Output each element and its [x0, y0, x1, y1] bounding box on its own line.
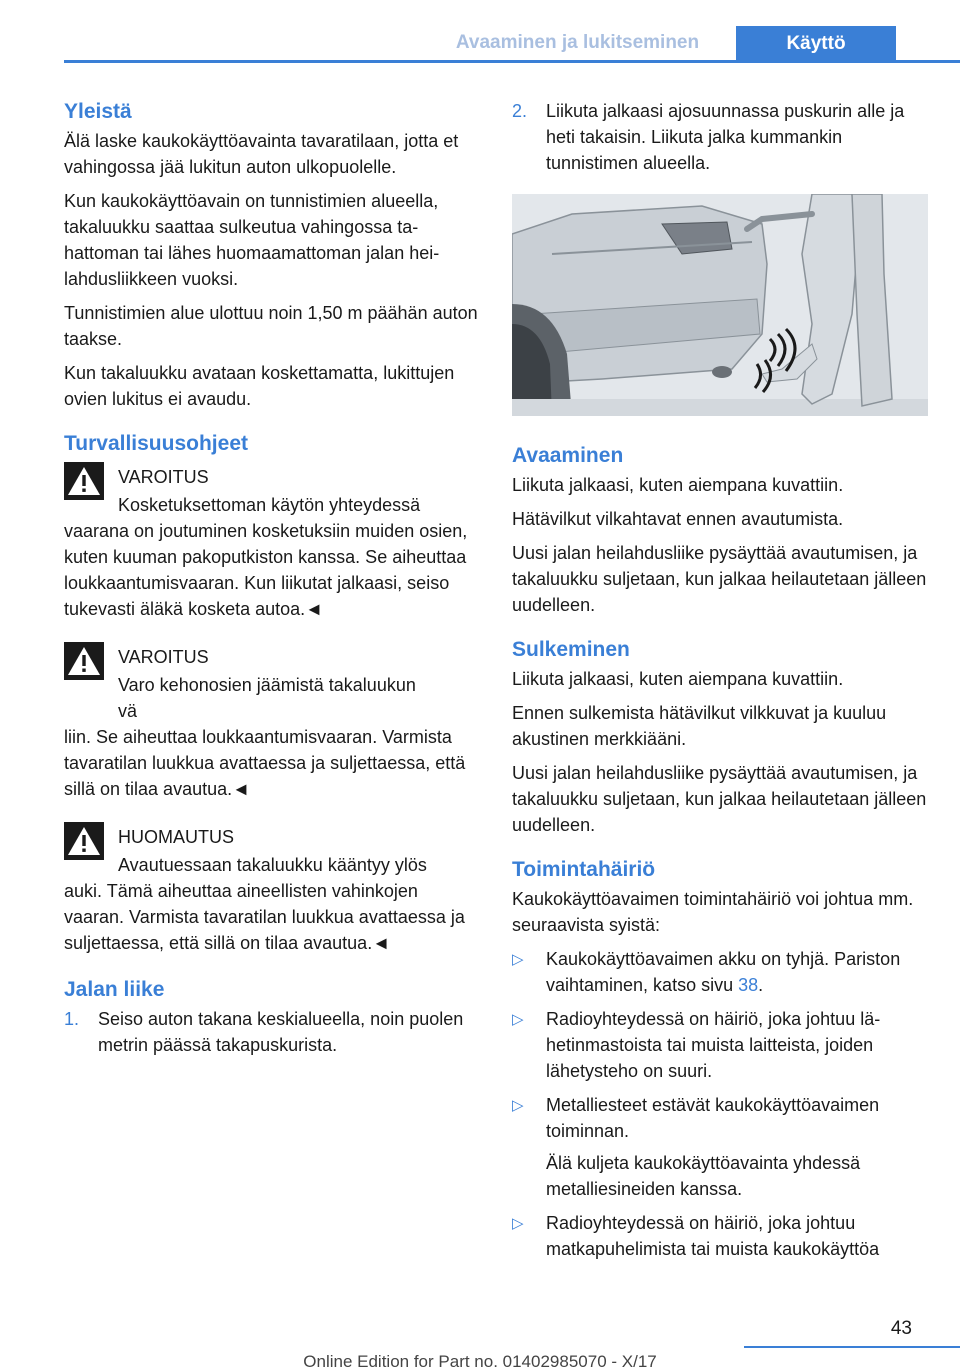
notice-title: HUOMAUTUS — [118, 827, 234, 847]
list-item-text: Kaukokäyttöavaimen akku on tyhjä. Pariston vaihtaminen, katso sivu 38. — [546, 949, 901, 995]
foot-gesture-illustration — [512, 194, 928, 416]
paragraph: Kaukokäyttöavaimen toimintahäiriö voi johtua mm. seuraavista syistä: — [512, 889, 914, 935]
warning-text-first: Varo kehonosien jäämistä takaluukun vä — [118, 675, 416, 721]
heading-jalan-liike: Jalan liike — [64, 978, 165, 1001]
paragraph: Uusi jalan heilahdusliike pysäyttää avautumisen, ja takaluukku suljetaan, kun jalkaa heilautetaan jälleen uudelleen. — [512, 543, 927, 615]
heading-yleista: Yleistä — [64, 100, 132, 123]
paragraph: Kun kaukokäyttöavain on tunnistimien alueella, takaluukku saattaa sulkeutua vahingossa tahattoman tai lähes huomaamattoman jalan heilahdusliikkeen vuoksi. — [64, 191, 440, 289]
paragraph: Ennen sulkemista hätävilkut vilkkuvat ja kuuluu akustinen merkkiääni. — [512, 703, 887, 749]
heading-toimintahairio: Toimintahäiriö — [512, 858, 656, 881]
car-rear-illustration — [512, 194, 928, 416]
list-item — [512, 1210, 928, 1262]
list-item — [512, 1006, 928, 1084]
step-number: 1. — [64, 1009, 80, 1029]
warning-triangle-icon — [64, 822, 104, 860]
heading-turvallisuusohjeet: Turvallisuusohjeet — [64, 432, 248, 455]
edition-text: Online Edition for Part no. 01402985070 - X/17 — [303, 1352, 657, 1371]
header-chapter-tab: Käyttö — [736, 26, 896, 62]
list-item — [512, 946, 928, 998]
list-item-content — [546, 1092, 928, 1202]
heading-avaaminen: Avaaminen — [512, 444, 624, 467]
left-column — [64, 98, 480, 1066]
warning-triangle-icon — [64, 462, 104, 500]
footer-rule — [744, 1346, 960, 1348]
header-rule — [64, 60, 960, 63]
step-number: 2. — [512, 101, 528, 121]
numbered-step — [512, 98, 928, 176]
bullet-triangle-icon: ▷ — [512, 1215, 524, 1232]
list-item-text: Radioyhteydessä on häiriö, joka johtuu matkapuhelimista tai muista kaukokäyttöa — [546, 1213, 880, 1259]
heading-sulkeminen: Sulkeminen — [512, 638, 630, 661]
paragraph: Liikuta jalkaasi, kuten aiempana kuvattiin. — [512, 475, 844, 495]
paragraph: Älä laske kaukokäyttöavainta tavaratilaan, jotta et vahingossa jää lukitun auton ulkopuolelle. — [64, 131, 459, 177]
header-section-title: Avaaminen ja lukitseminen — [455, 32, 700, 53]
bullet-triangle-icon: ▷ — [512, 1097, 524, 1114]
list-item — [512, 1092, 928, 1202]
list-item-text: Radioyhteydessä on häiriö, joka johtuu lähetinmastoista tai muista laitteista, joiden lähetysteho on suuri. — [546, 1009, 881, 1081]
warning-title: VAROITUS — [118, 467, 209, 487]
page-number: 43 — [890, 1318, 912, 1339]
bullet-triangle-icon: ▷ — [512, 951, 524, 968]
paragraph: Kun takaluukku avataan koskettamatta, lukittujen ovien lukitus ei avaudu. — [64, 363, 455, 409]
warning-text: vaarana on joutuminen kosketuksiin muiden osien, kuten kuuman pakoputkiston kanssa. Se aiheuttaa loukkaantumisvaaran. Kun liikutat jalkaasi, seiso tukevasti äläkä kosketa autoa.◄ — [64, 521, 468, 619]
list-item-text: Metalliesteet estävät kaukokäyttöavaimen toiminnan. — [546, 1095, 880, 1141]
notice-text-first: Avautuessaan takaluukku kääntyy ylös — [118, 855, 427, 875]
bullet-triangle-icon: ▷ — [512, 1011, 524, 1028]
warning-text-first: Kosketuksettoman käytön yhteydessä — [118, 495, 421, 515]
notice-block — [64, 822, 480, 956]
right-column — [512, 98, 928, 1270]
step-text: Liikuta jalkaasi ajosuunnassa puskurin alle ja heti takaisin. Liikuta jalka kummankin tunnistimen alueella. — [546, 101, 905, 173]
notice-text: auki. Tämä aiheuttaa aineellisten vahinkojen vaaran. Varmista tavaratilan luukkua avattaessa ja suljettaessa, että sillä on tilaa avautua.◄ — [64, 881, 465, 953]
paragraph: Hätävilkut vilkahtavat ennen avautumista. — [512, 509, 844, 529]
numbered-step — [64, 1006, 480, 1058]
warning-triangle-icon — [64, 642, 104, 680]
warning-block — [64, 462, 480, 622]
paragraph: Liikuta jalkaasi, kuten aiempana kuvattiin. — [512, 669, 844, 689]
list-item-subtext: Älä kuljeta kaukokäyttöavainta yhdessä metalliesineiden kanssa. — [546, 1153, 861, 1199]
paragraph: Tunnistimien alue ulottuu noin 1,50 m päähän auton taakse. — [64, 303, 478, 349]
page-reference-link[interactable]: 38 — [738, 975, 759, 995]
warning-title: VAROITUS — [118, 647, 209, 667]
warning-block — [64, 642, 480, 802]
step-text: Seiso auton takana keskialueella, noin puolen metrin päässä takapuskurista. — [98, 1009, 464, 1055]
warning-text: liin. Se aiheuttaa loukkaantumisvaaran. Varmista tavaratilan luukkua avattaessa ja suljettaessa, että sillä on tilaa avautua.◄ — [64, 727, 466, 799]
paragraph: Uusi jalan heilahdusliike pysäyttää avautumisen, ja takaluukku suljetaan, kun jalkaa heilautetaan jälleen uudelleen. — [512, 763, 927, 835]
